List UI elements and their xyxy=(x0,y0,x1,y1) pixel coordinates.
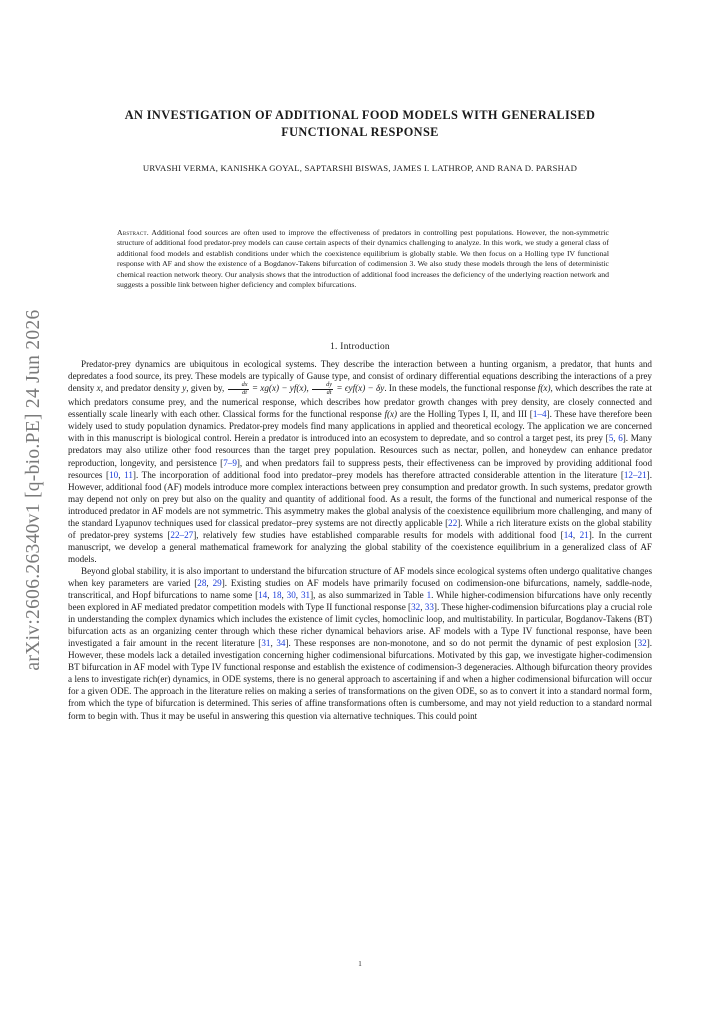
text-run: ]. However, these models lack a detailed investigation concerning higher codimensional bifurcations. Motivated by this gap, we investigate higher-codimension BT bifurcation in AF model with Type IV functional response and establish the existence of codimension-3 degeneracies. Although bifurcation theory provides a lens to investigate rich(er) dynamics, in ODE systems, there is no general approach to ascertaining if and when a higher codimensional bifurcation will occur for a given ODE. The approach in the literature relies on making a series of transformations on the given ODE, so as to convert it into a standard normal form, from which the type of bifurcation is determined. This series of affine transformations often is cumbersome, and may not yield reduction to a standard normal form to begin with. Thus it may be useful in answering this question via alternative techniques. This could point xyxy=(68,638,653,721)
fraction-denominator: dt xyxy=(242,388,247,396)
text-run: ]. In the current manuscript, we develop a general mathematical framework for analyzing the global stability of the coexistence equilibrium in a generalized class of AF models. xyxy=(68,529,652,564)
citation-link[interactable]: 28 xyxy=(197,577,207,588)
fraction-denominator: dt xyxy=(326,388,332,396)
citation-link[interactable]: 33 xyxy=(424,602,434,613)
text-run: ]. These responses are non-monotone, and so do not permit the dynamic of pest explosion [ xyxy=(285,638,638,649)
citation-link[interactable]: 34 xyxy=(276,638,286,649)
text-run: are the Holling Types I, II, and III [ xyxy=(397,409,533,420)
citation-link[interactable]: 14 xyxy=(258,590,268,601)
citation-link[interactable]: 32 xyxy=(411,602,421,613)
author-list: URVASHI VERMA, KANISHKA GOYAL, SAPTARSHI BISWAS, JAMES I. LATHROP, AND RANA D. PARSHAD xyxy=(142,163,578,173)
text-run: , and predator density xyxy=(100,383,183,394)
citation-link[interactable]: 7–9 xyxy=(223,457,237,468)
text-run: , xyxy=(420,602,425,613)
citation-link[interactable]: 6 xyxy=(618,433,623,444)
citation-link[interactable]: 5 xyxy=(608,433,614,444)
title-line-1: AN INVESTIGATION OF ADDITIONAL FOOD MODELS WITH GENERALISED xyxy=(124,108,596,122)
section-heading-introduction: 1. Introduction xyxy=(330,342,390,352)
text-run: ]. The incorporation of additional food into predator–prey models has therefore attracted considerable attention in the literature [ xyxy=(132,469,624,480)
arxiv-identifier: arXiv:2606.26340v1 [q-bio.PE] 24 Jun 2026 xyxy=(23,309,44,671)
fraction-dy-dt xyxy=(312,382,333,396)
table-reference-link[interactable]: 1 xyxy=(426,590,432,601)
text-run: Beyond global stability, it is also important to understand the bifurcation structure of AF models since ecological systems often undergo qualitative changes when key parameters are varied [ xyxy=(68,565,652,588)
paragraph-1 xyxy=(68,358,652,565)
text-run: , xyxy=(295,590,301,601)
citation-link[interactable]: 21 xyxy=(579,529,589,540)
text-run: , xyxy=(206,577,213,588)
citation-link[interactable]: 10 xyxy=(109,469,119,480)
text-run: ]. These have therefore been widely used to study population dynamics. Predator-prey models find many applications in applied and theoretical ecology. The application we are concerned with in this manuscript is biological control. Herein a predator is introduced into an ecosystem to depredate, and so control a target pest, its prey [ xyxy=(68,409,652,444)
abstract-label: Abstract. xyxy=(117,228,149,237)
fraction-numerator: dy xyxy=(312,382,333,390)
citation-link[interactable]: 14 xyxy=(563,529,573,540)
citation-link[interactable]: 31 xyxy=(261,638,271,649)
fraction-numerator: dx xyxy=(228,382,249,390)
citation-link[interactable]: 11 xyxy=(124,469,133,480)
citation-link[interactable]: 22–27 xyxy=(170,529,194,540)
text-run: ], and when predators fail to suppress pests, their effectiveness can be improved by providing additional food resources [ xyxy=(68,457,653,480)
text-run: , xyxy=(613,433,619,444)
arxiv-sidebar xyxy=(14,300,54,680)
text-run: , xyxy=(281,590,287,601)
text-run: . While higher-codimension bifurcations have only recently been explored in AF mediated predator competition models with Type II functional response [ xyxy=(68,590,652,613)
abstract-text: Additional food sources are often used to improve the effectiveness of predators in controlling pest populations. However, the non-symmetric structure of additional food predator-prey models can cause certain aspects of their dynamics challenging to analyze. In this work, we study a general class of additional food models and establish conditions under which the coexistence equilibrium is globally stable. We then focus on a Holling type IV functional response with AF and show the existence of a Bogdanov-Takens bifurcation of codimension 3. We also study these models through the lens of deterministic chemical reaction network theory. Our analysis shows that the introduction of additional food increases the deficiency of the underlying reaction network and suggests a possible link between higher deficiency and complex bifurcations. xyxy=(117,228,609,290)
text-run: ]. While a rich literature exists on the global stability of predator-prey systems [ xyxy=(68,517,652,540)
equation-predator: = ϵyf(x) − δy xyxy=(334,383,385,394)
citation-link[interactable]: 29 xyxy=(212,577,222,588)
math-function: f(x) xyxy=(537,383,551,394)
text-run: , xyxy=(572,529,580,540)
text-run: ]. Existing studies on AF models have primarily focused on codimension-one bifurcations, namely, saddle-node, transcritical, and Hopf bifurcations to name some [ xyxy=(68,577,652,601)
text-run: ], relatively few studies have established comparable results for models with additional food [ xyxy=(193,529,564,540)
text-run: ]. However, additional food (AF) models introduce more complex interactions between prey consumption and predator growth. In such systems, predator growth may depend not only on prey but also on the quality and quantity of additional food. As a result, the forms of the functional and numerical response of the introduced predator in AF models are not symmetric. This asymmetry makes the global analysis of the coexistence equilibrium more challenging, and many of the standard Lyapunov techniques used for classical predator–prey systems are not directly applicable [ xyxy=(68,469,652,528)
text-run: , which describes the rate at which predators consume prey, and the numerical response, which describes how predator growth changes with prey density, are closely connected and essentially scale linearly with each other. Classical forms for the functional response xyxy=(68,383,653,420)
paragraph-2 xyxy=(68,565,652,722)
citation-link[interactable]: 32 xyxy=(637,638,647,649)
text-run: ], as also summarized in Table xyxy=(310,590,427,601)
citation-link[interactable]: 31 xyxy=(300,590,311,601)
text-run: , xyxy=(270,638,277,649)
math-variable: x xyxy=(96,383,101,394)
text-run: ]. These higher-codimension bifurcations play a crucial role in understanding the complex dynamics which includes the existence of limit cycles, homoclinic loop, and multistability. In particular, Bogdanov-Takens (BT) bifurcation acts as an organizing center through which these richer dynamical behaviors arise. AF models with a Type IV functional response, have been investigated a fair amount in the recent literature [ xyxy=(68,602,652,649)
fraction-dx-dt xyxy=(228,382,249,396)
citation-link[interactable]: 22 xyxy=(448,517,458,528)
text-run: , xyxy=(267,590,273,601)
abstract xyxy=(117,228,609,290)
text-run: . In these models, the functional response xyxy=(384,383,538,394)
paper-title xyxy=(100,107,620,141)
math-function: f(x) xyxy=(384,409,398,420)
text-run: , given by, xyxy=(186,383,227,394)
citation-link[interactable]: 18 xyxy=(272,590,282,601)
citation-link[interactable]: 12–21 xyxy=(623,469,647,480)
equation-prey: = xg(x) − yf(x), xyxy=(249,383,312,394)
text-run: , xyxy=(118,469,125,480)
page-number: 1 xyxy=(358,960,362,968)
body-text xyxy=(68,358,652,722)
citation-link[interactable]: 1–4 xyxy=(532,409,547,420)
title-line-2: FUNCTIONAL RESPONSE xyxy=(281,125,439,139)
math-variable: y xyxy=(182,383,187,394)
text-run: ]. Many predators may also utilize other food resources than the target prey population. Resources such as nectar, pollen, and honeydew can enhance predator reproduction, longevity, and persistence [ xyxy=(68,433,653,468)
text-run: Predator-prey dynamics are ubiquitous in ecological systems. They describe the interaction between a hunting organism, a predator, that hunts and depredates a food source, its prey. These models are typically of Gause type, and consist of ordinary differential equations describing the interactions of a prey density xyxy=(68,359,652,394)
citation-link[interactable]: 30 xyxy=(286,590,296,601)
